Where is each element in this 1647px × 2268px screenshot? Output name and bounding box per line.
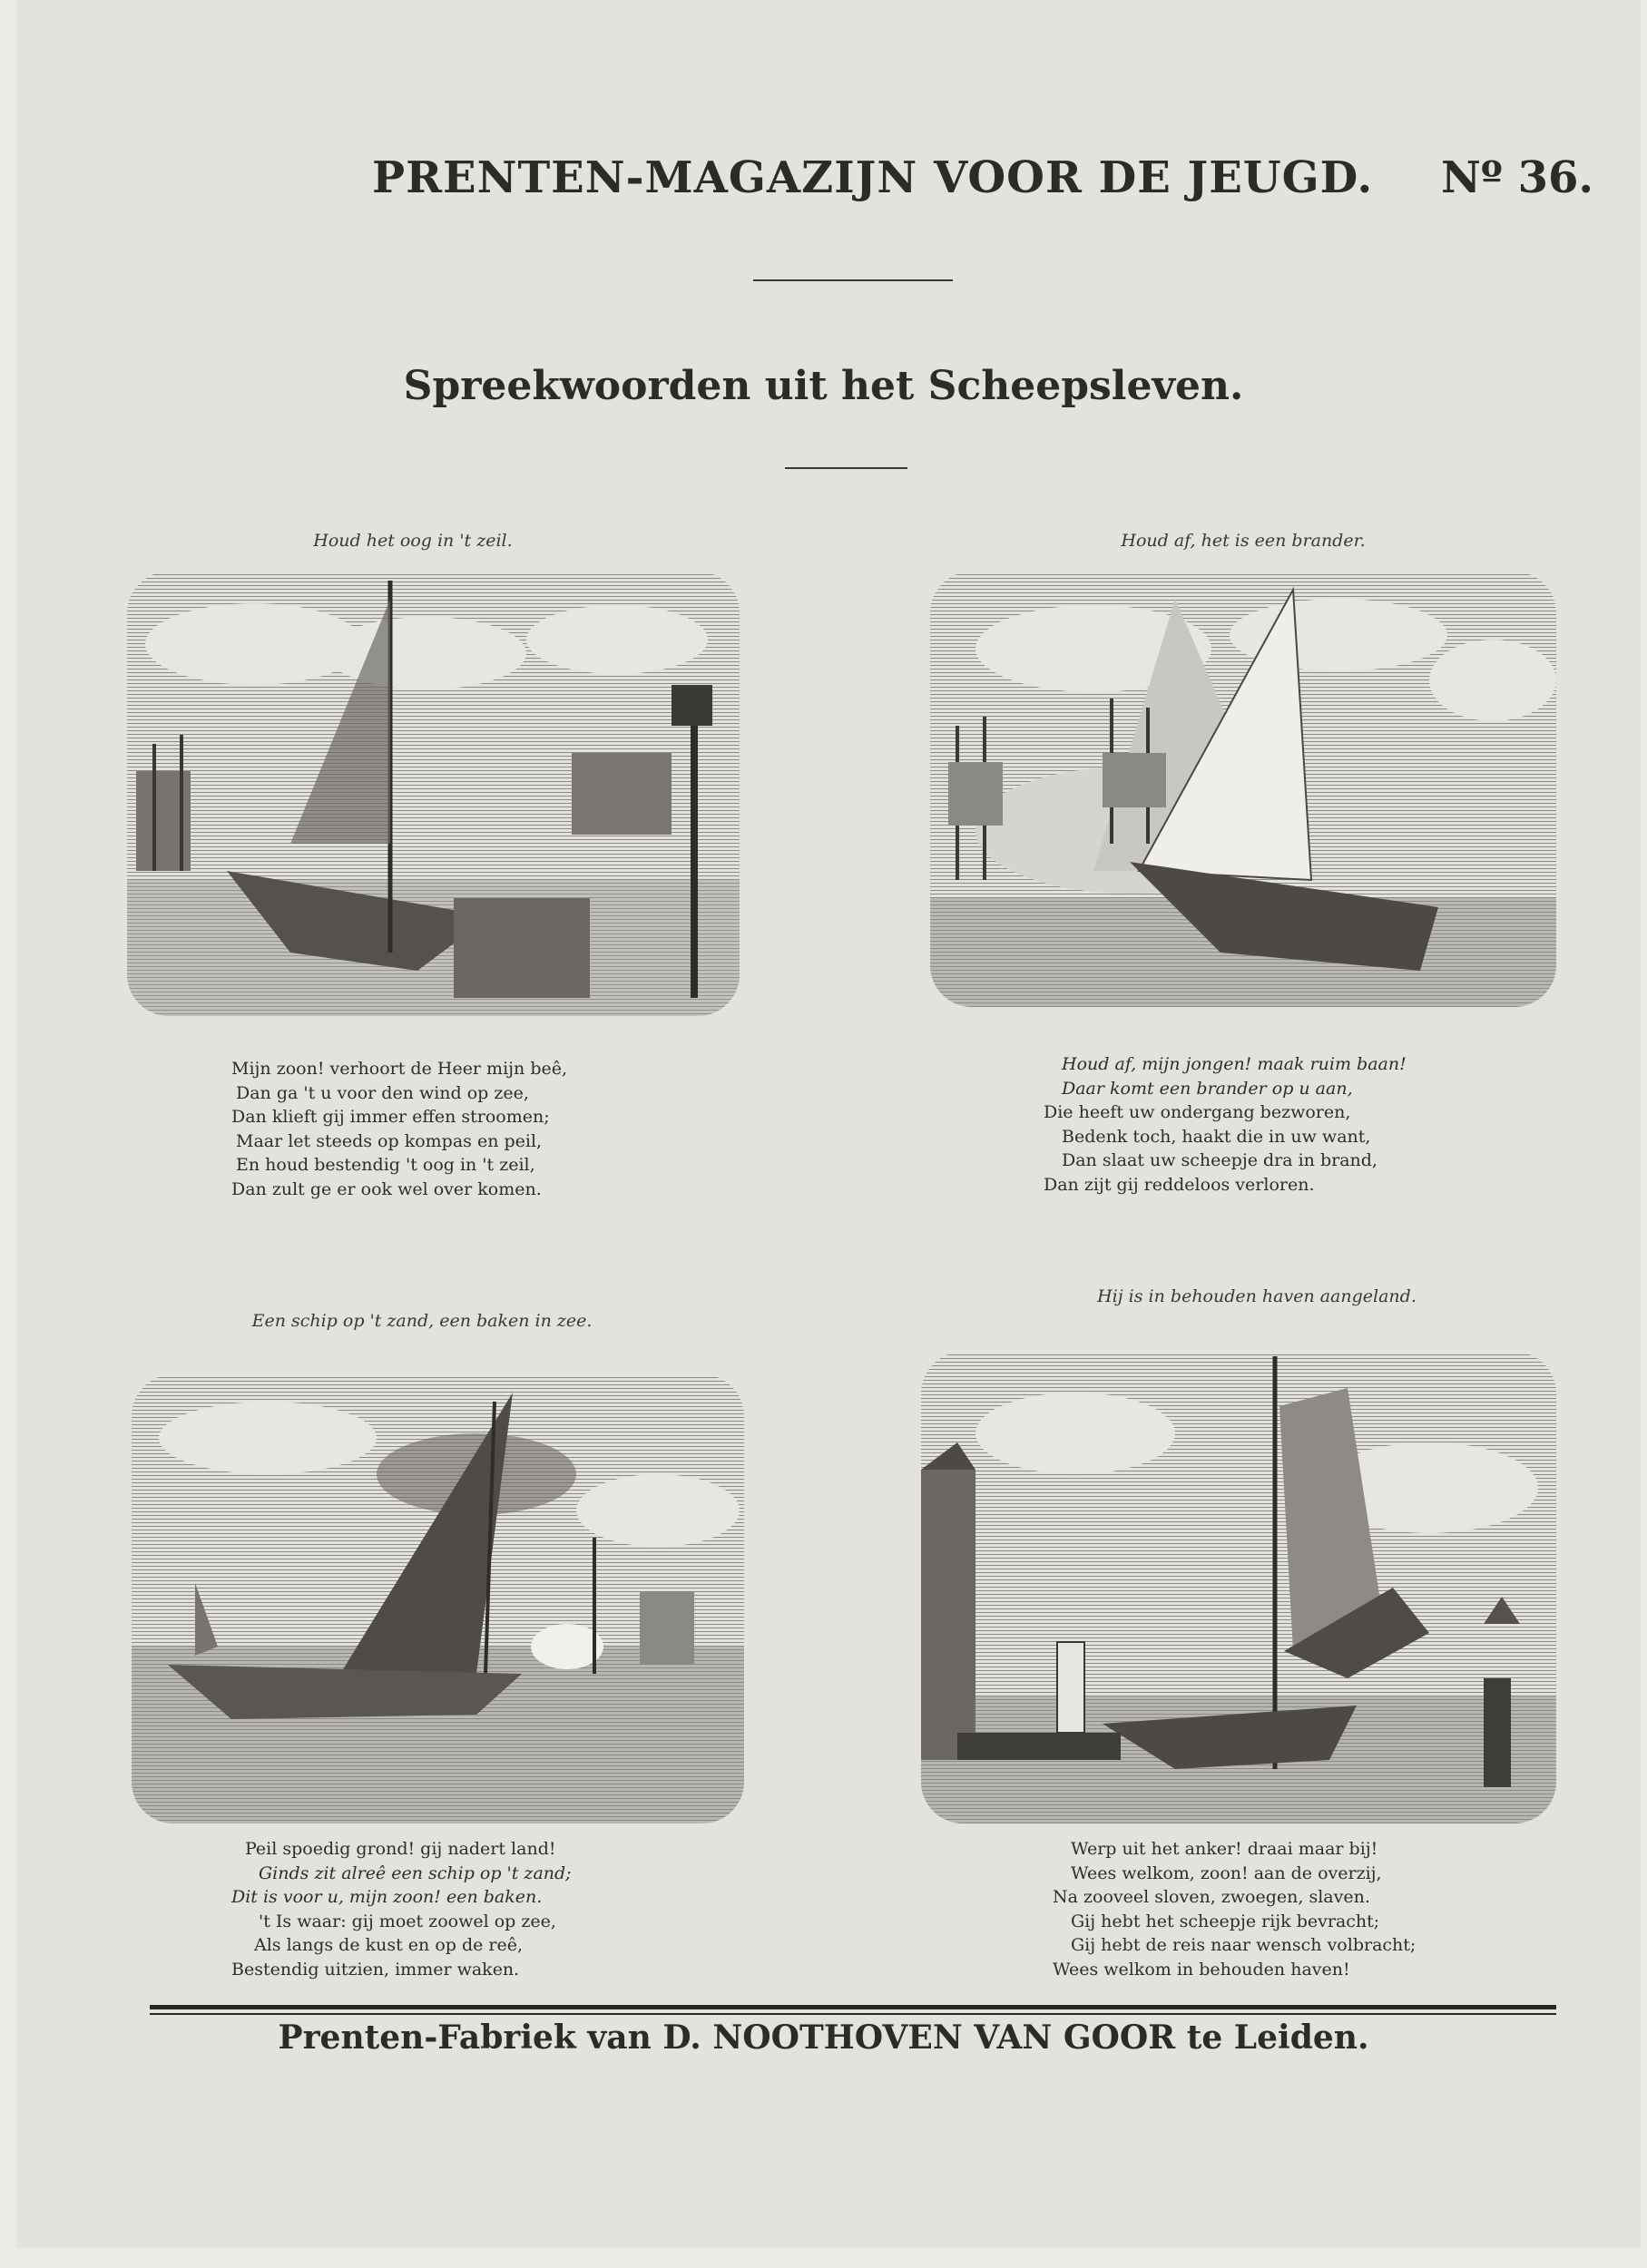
magazine-title: PRENTEN-MAGAZIJN VOOR DE JEUGD. — [372, 152, 1374, 203]
verse-line: Wees welkom, zoon! aan de overzij, — [1071, 1862, 1382, 1883]
verse-line: Na zooveel sloven, zwoegen, slaven. — [1053, 1887, 1370, 1907]
engraving-harbor-arrival — [921, 1352, 1556, 1823]
verse-line: Dit is voor u, mijn zoon! een baken. — [231, 1887, 543, 1907]
panel-2 — [930, 531, 1556, 1211]
issue-number: Nº 36. — [1441, 152, 1594, 203]
verse-line: Als langs de kust en op de reê, — [254, 1935, 524, 1955]
verse-line: En houd bestendig 't oog in 't zeil, — [236, 1155, 535, 1175]
verse-line: Maar let steeds op kompas en peil, — [236, 1130, 543, 1151]
verse-line: Mijn zoon! verhoort de Heer mijn beê, — [231, 1059, 568, 1079]
page-subtitle: Spreekwoorden uit het Scheepsleven. — [403, 363, 1244, 409]
verse-line: Bedenk toch, haakt die in uw want, — [1062, 1126, 1371, 1147]
verse-line: Werp uit het anker! draai maar bij! — [1071, 1839, 1378, 1859]
verse-line: Dan zult ge er ook wel over komen. — [231, 1178, 542, 1199]
verse-line: Gij hebt het scheepje rijk bevracht; — [1071, 1911, 1380, 1931]
verse-line: Ginds zit alreê een schip op 't zand; — [259, 1862, 572, 1883]
engraving-harbor-boat — [127, 572, 740, 1016]
verse-line: Houd af, mijn jongen! maak ruim baan! — [1062, 1054, 1407, 1074]
header-divider — [753, 279, 953, 281]
panel-1-verse — [231, 1057, 848, 1201]
panel-4-caption: Hij is in behouden haven aangeland. — [1097, 1286, 1417, 1306]
engraving-stranded-ship — [132, 1374, 744, 1823]
panel-4-verse — [1053, 1837, 1647, 1981]
panel-3-verse — [231, 1837, 848, 1981]
footer-rule-bottom — [150, 2013, 1556, 2015]
panel-3-caption: Een schip op 't zand, een baken in zee. — [251, 1311, 593, 1331]
verse-line: Dan ga 't u voor den wind op zee, — [236, 1082, 529, 1103]
verse-line: Peil spoedig grond! gij nadert land! — [245, 1839, 556, 1859]
subtitle-divider — [785, 467, 907, 469]
verse-line: Die heeft uw ondergang bezworen, — [1044, 1102, 1351, 1122]
verse-line: Gij hebt de reis naar wensch volbracht; — [1071, 1935, 1417, 1955]
verse-line: 't Is waar: gij moet zoowel op zee, — [259, 1911, 556, 1931]
footer-rule-top — [150, 2005, 1556, 2009]
verse-line: Dan zijt gij reddeloos verloren. — [1044, 1174, 1315, 1195]
verse-line: Daar komt een brander op u aan, — [1062, 1078, 1353, 1099]
engraving-fireship — [930, 572, 1556, 1007]
verse-line: Wees welkom in behouden haven! — [1053, 1959, 1350, 1980]
verse-line: Bestendig uitzien, immer waken. — [231, 1959, 520, 1980]
verse-line: Dan klieft gij immer effen stroomen; — [231, 1107, 550, 1127]
panel-2-caption: Houd af, het is een brander. — [1121, 531, 1366, 551]
verse-line: Dan slaat uw scheepje dra in brand, — [1062, 1150, 1377, 1170]
panel-1-caption: Houd het oog in 't zeil. — [313, 531, 513, 551]
panel-1 — [127, 531, 744, 1211]
publisher-imprint: Prenten-Fabriek van D. NOOTHOVEN VAN GOOR te Leiden. — [278, 2019, 1369, 2057]
panel-3 — [127, 1311, 744, 1991]
panel-2-verse — [1039, 1052, 1647, 1197]
panel-4 — [917, 1279, 1561, 1991]
header — [0, 145, 1647, 218]
